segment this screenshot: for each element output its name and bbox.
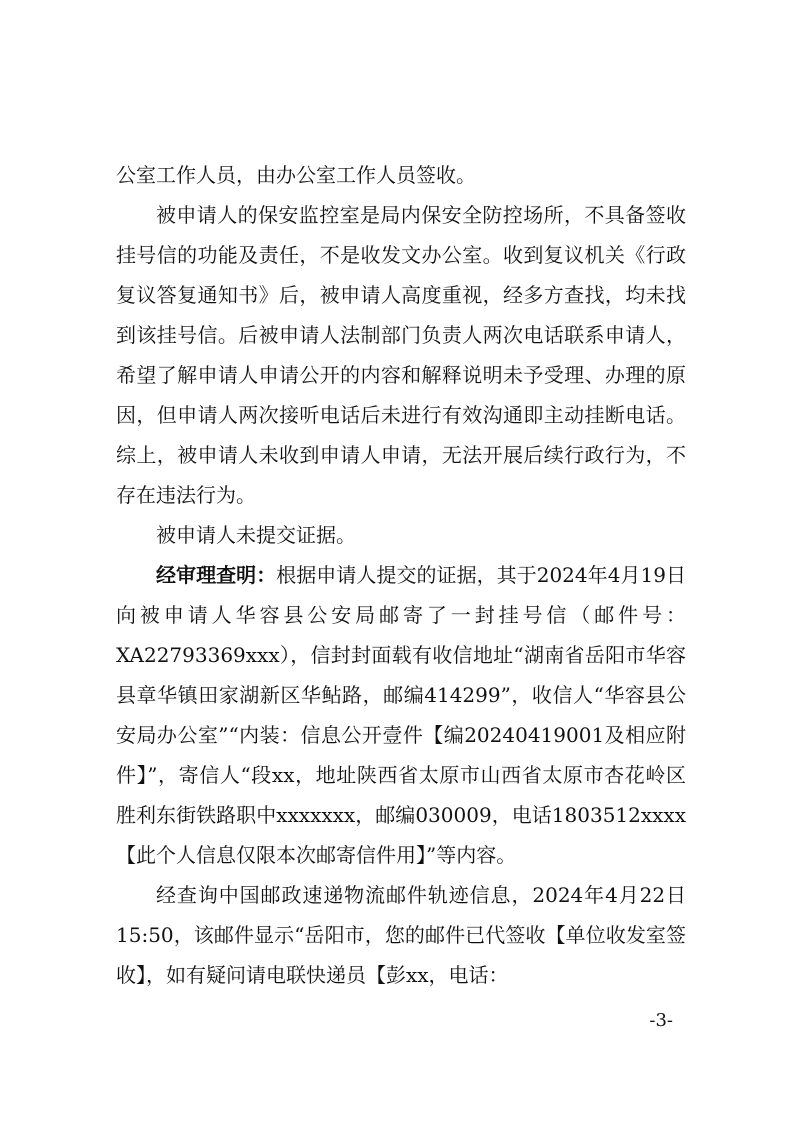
paragraph-4 [116, 555, 686, 875]
paragraph-3 [116, 515, 686, 555]
paragraph-1 [116, 155, 686, 195]
paragraph-3-text: 被申请人未提交证据。 [156, 523, 356, 547]
paragraph-1-text: 公室工作人员，由办公室工作人员签收。 [116, 163, 476, 187]
paragraph-2 [116, 195, 686, 515]
page-number: -3- [649, 1010, 673, 1031]
paragraph-5-text: 经查询中国邮政速递物流邮件轨迹信息，2024年4月22日15:50，该邮件显示“岳阳市，您的邮件已代签收【单位收发室签收】，如有疑问请电联快递员【彭xx，电话： [116, 883, 686, 987]
paragraph-5 [116, 875, 686, 995]
paragraph-4-text: 根据申请人提交的证据，其于2024年4月19日向被申请人华容县公安局邮寄了一封挂号信（邮件号：XA22793369xxx），信封封面载有收信地址“湖南省岳阳市华容县章华镇田家湖新区华鲇路，邮编414299”，收信人“华容县公安局办公室”“内装：信息公开壹件【编20240419001及相应附件】”，寄信人“段xx，地址陕西省太原市山西省太原市杏花岭区胜利东街铁路职中xxxxxxx，邮编030009，电话1803512xxxx【此个人信息仅限本次邮寄信件用】”等内容。 [116, 563, 686, 867]
paragraph-2-text: 被申请人的保安监控室是局内保安全防控场所，不具备签收挂号信的功能及责任，不是收发文办公室。收到复议机关《行政复议答复通知书》后，被申请人高度重视，经多方查找，均未找到该挂号信。后被申请人法制部门负责人两次电话联系申请人，希望了解申请人申请公开的内容和解释说明未予受理、办理的原因，但申请人两次接听电话后未进行有效沟通即主动挂断电话。综上，被申请人未收到申请人申请，无法开展后续行政行为，不存在违法行为。 [116, 203, 686, 507]
document-body [116, 155, 686, 995]
paragraph-4-lead: 经审理查明： [156, 563, 277, 587]
